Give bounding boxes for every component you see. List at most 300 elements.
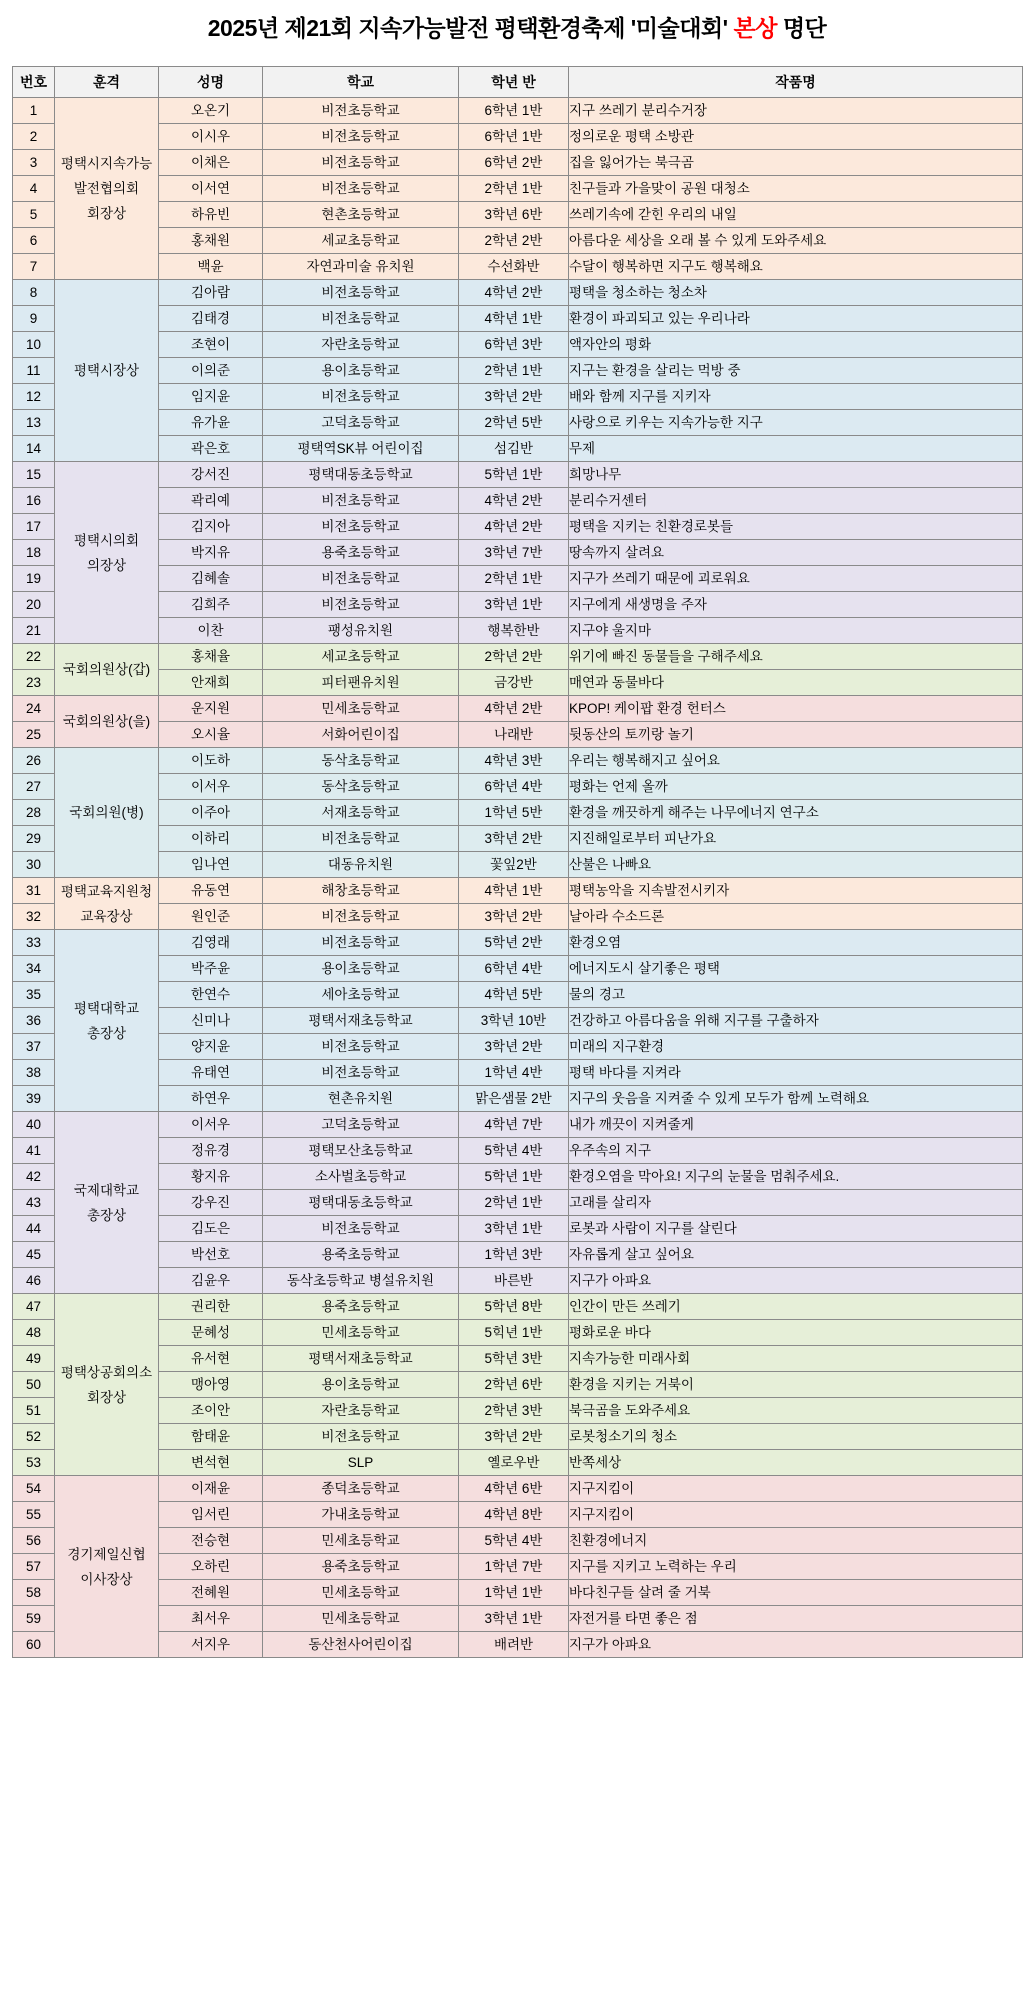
- cell-grade: 맑은샘물 2반: [459, 1086, 569, 1112]
- cell-school: 대동유치원: [263, 852, 459, 878]
- table-row: [13, 722, 1023, 748]
- table-row: [13, 488, 1023, 514]
- cell-no: 55: [13, 1502, 55, 1528]
- cell-work: 지구가 쓰레기 때문에 괴로워요: [569, 566, 1023, 592]
- cell-school: 종덕초등학교: [263, 1476, 459, 1502]
- table-row: [13, 566, 1023, 592]
- awards-table: [12, 66, 1023, 1658]
- cell-school: SLP: [263, 1450, 459, 1476]
- cell-work: 환경을 깨끗하게 해주는 나무에너지 연구소: [569, 800, 1023, 826]
- cell-no: 20: [13, 592, 55, 618]
- cell-grade: 4학년 1반: [459, 306, 569, 332]
- table-row: [13, 1606, 1023, 1632]
- cell-name: 원인준: [159, 904, 263, 930]
- cell-grade: 2학년 6반: [459, 1372, 569, 1398]
- cell-name: 임서린: [159, 1502, 263, 1528]
- cell-work: 정의로운 평택 소방관: [569, 124, 1023, 150]
- table-row: [13, 1346, 1023, 1372]
- cell-grade: 5학년 1반: [459, 1164, 569, 1190]
- table-row: [13, 982, 1023, 1008]
- cell-grade: 나래반: [459, 722, 569, 748]
- table-row: [13, 956, 1023, 982]
- cell-no: 3: [13, 150, 55, 176]
- cell-work: 지구가 아파요: [569, 1268, 1023, 1294]
- cell-grade: 2학년 2반: [459, 228, 569, 254]
- cell-grade: 바른반: [459, 1268, 569, 1294]
- cell-school: 비전초등학교: [263, 176, 459, 202]
- table-row: [13, 1034, 1023, 1060]
- cell-name: 전승현: [159, 1528, 263, 1554]
- cell-work: 집을 잃어가는 북극곰: [569, 150, 1023, 176]
- cell-grade: 4학년 3반: [459, 748, 569, 774]
- cell-award: 평택대학교 총장상: [55, 930, 159, 1112]
- cell-name: 박선호: [159, 1242, 263, 1268]
- cell-no: 10: [13, 332, 55, 358]
- cell-work: 쓰레기속에 갇힌 우리의 내일: [569, 202, 1023, 228]
- cell-work: 로봇청소기의 청소: [569, 1424, 1023, 1450]
- cell-name: 문혜성: [159, 1320, 263, 1346]
- cell-school: 소사벌초등학교: [263, 1164, 459, 1190]
- cell-work: 친구들과 가을맞이 공원 대청소: [569, 176, 1023, 202]
- column-header-name: 성명: [159, 67, 263, 98]
- cell-school: 비전초등학교: [263, 1034, 459, 1060]
- cell-name: 맹아영: [159, 1372, 263, 1398]
- table-row: [13, 644, 1023, 670]
- cell-name: 오하린: [159, 1554, 263, 1580]
- table-row: [13, 98, 1023, 124]
- table-row: [13, 332, 1023, 358]
- cell-name: 정유경: [159, 1138, 263, 1164]
- cell-no: 57: [13, 1554, 55, 1580]
- column-header-work: 작품명: [569, 67, 1023, 98]
- cell-school: 가내초등학교: [263, 1502, 459, 1528]
- cell-name: 유가윤: [159, 410, 263, 436]
- cell-award: 국회의원(병): [55, 748, 159, 878]
- cell-no: 41: [13, 1138, 55, 1164]
- table-header: [13, 67, 1023, 98]
- cell-grade: 3학년 1반: [459, 592, 569, 618]
- cell-no: 18: [13, 540, 55, 566]
- cell-school: 평택서재초등학교: [263, 1346, 459, 1372]
- cell-no: 44: [13, 1216, 55, 1242]
- cell-name: 김도은: [159, 1216, 263, 1242]
- cell-work: 로봇과 사람이 지구를 살린다: [569, 1216, 1023, 1242]
- cell-grade: 2학년 1반: [459, 176, 569, 202]
- table-row: [13, 1450, 1023, 1476]
- table-row: [13, 696, 1023, 722]
- cell-school: 동삭초등학교 병설유치원: [263, 1268, 459, 1294]
- cell-name: 최서우: [159, 1606, 263, 1632]
- table-row: [13, 748, 1023, 774]
- table-row: [13, 1528, 1023, 1554]
- cell-work: 분리수거센터: [569, 488, 1023, 514]
- cell-no: 25: [13, 722, 55, 748]
- cell-no: 17: [13, 514, 55, 540]
- cell-award: 평택시장상: [55, 280, 159, 462]
- cell-no: 24: [13, 696, 55, 722]
- cell-work: 액자안의 평화: [569, 332, 1023, 358]
- table-row: [13, 1242, 1023, 1268]
- cell-name: 하연우: [159, 1086, 263, 1112]
- cell-name: 김태경: [159, 306, 263, 332]
- table-row: [13, 1112, 1023, 1138]
- cell-award: 국제대학교 총장상: [55, 1112, 159, 1294]
- column-header-school: 학교: [263, 67, 459, 98]
- cell-no: 53: [13, 1450, 55, 1476]
- cell-work: 환경오염을 막아요! 지구의 눈물을 멈춰주세요.: [569, 1164, 1023, 1190]
- cell-no: 56: [13, 1528, 55, 1554]
- page-title: [208, 10, 827, 43]
- table-row: [13, 1372, 1023, 1398]
- cell-work: 환경오염: [569, 930, 1023, 956]
- cell-grade: 4학년 2반: [459, 696, 569, 722]
- cell-work: 에너지도시 살기좋은 평택: [569, 956, 1023, 982]
- cell-work: 아름다운 세상을 오래 볼 수 있게 도와주세요: [569, 228, 1023, 254]
- cell-no: 22: [13, 644, 55, 670]
- cell-grade: 2학년 1반: [459, 1190, 569, 1216]
- cell-name: 김희주: [159, 592, 263, 618]
- cell-grade: 금강반: [459, 670, 569, 696]
- table-row: [13, 930, 1023, 956]
- table-row: [13, 1138, 1023, 1164]
- cell-school: 비전초등학교: [263, 1424, 459, 1450]
- cell-school: 민세초등학교: [263, 1320, 459, 1346]
- cell-name: 강우진: [159, 1190, 263, 1216]
- cell-name: 함태윤: [159, 1424, 263, 1450]
- cell-grade: 5학년 2반: [459, 930, 569, 956]
- cell-school: 동삭초등학교: [263, 774, 459, 800]
- cell-grade: 3학년 2반: [459, 1034, 569, 1060]
- cell-no: 31: [13, 878, 55, 904]
- cell-grade: 5학년 1반: [459, 462, 569, 488]
- cell-name: 이서연: [159, 176, 263, 202]
- cell-work: 무제: [569, 436, 1023, 462]
- cell-work: 북극곰을 도와주세요: [569, 1398, 1023, 1424]
- cell-school: 평택대동초등학교: [263, 462, 459, 488]
- title-table-spacer: [0, 48, 1034, 66]
- cell-name: 이서우: [159, 774, 263, 800]
- cell-grade: 5학년 8반: [459, 1294, 569, 1320]
- cell-no: 48: [13, 1320, 55, 1346]
- cell-work: 미래의 지구환경: [569, 1034, 1023, 1060]
- cell-name: 오시율: [159, 722, 263, 748]
- cell-work: 평택을 청소하는 청소차: [569, 280, 1023, 306]
- cell-name: 운지원: [159, 696, 263, 722]
- cell-school: 고덕초등학교: [263, 1112, 459, 1138]
- cell-school: 세아초등학교: [263, 982, 459, 1008]
- cell-work: 평화로운 바다: [569, 1320, 1023, 1346]
- cell-award: 평택시지속가능 발전협의회 회장상: [55, 98, 159, 280]
- cell-grade: 5힉년 1반: [459, 1320, 569, 1346]
- cell-grade: 3학년 1반: [459, 1216, 569, 1242]
- table-row: [13, 1294, 1023, 1320]
- cell-work: 지구지킴이: [569, 1476, 1023, 1502]
- cell-no: 27: [13, 774, 55, 800]
- cell-award: 국회의원상(을): [55, 696, 159, 748]
- cell-school: 서재초등학교: [263, 800, 459, 826]
- cell-no: 45: [13, 1242, 55, 1268]
- cell-work: 지구를 지키고 노력하는 우리: [569, 1554, 1023, 1580]
- cell-work: 건강하고 아름다움을 위해 지구를 구출하자: [569, 1008, 1023, 1034]
- cell-work: 친환경에너지: [569, 1528, 1023, 1554]
- cell-school: 동산천사어린이집: [263, 1632, 459, 1658]
- table-row: [13, 1398, 1023, 1424]
- cell-grade: 5학년 4반: [459, 1138, 569, 1164]
- cell-school: 용죽초등학교: [263, 1294, 459, 1320]
- cell-grade: 5학년 4반: [459, 1528, 569, 1554]
- table-row: [13, 306, 1023, 332]
- cell-school: 현촌유치원: [263, 1086, 459, 1112]
- cell-name: 강서진: [159, 462, 263, 488]
- column-header-grade: 학년 반: [459, 67, 569, 98]
- table-row: [13, 1086, 1023, 1112]
- table-row: [13, 410, 1023, 436]
- cell-name: 박지유: [159, 540, 263, 566]
- cell-name: 김윤우: [159, 1268, 263, 1294]
- cell-name: 이시우: [159, 124, 263, 150]
- cell-name: 변석현: [159, 1450, 263, 1476]
- cell-name: 이의준: [159, 358, 263, 384]
- cell-no: 34: [13, 956, 55, 982]
- cell-grade: 6학년 1반: [459, 124, 569, 150]
- cell-school: 민세초등학교: [263, 696, 459, 722]
- cell-school: 동삭초등학교: [263, 748, 459, 774]
- cell-school: 민세초등학교: [263, 1528, 459, 1554]
- cell-name: 안재희: [159, 670, 263, 696]
- cell-school: 용죽초등학교: [263, 540, 459, 566]
- cell-award: 평택상공회의소 회장상: [55, 1294, 159, 1476]
- cell-no: 7: [13, 254, 55, 280]
- cell-work: 희망나무: [569, 462, 1023, 488]
- cell-school: 고덕초등학교: [263, 410, 459, 436]
- cell-name: 양지윤: [159, 1034, 263, 1060]
- cell-work: 평택을 지키는 친환경로봇들: [569, 514, 1023, 540]
- cell-work: 평화는 언제 올까: [569, 774, 1023, 800]
- cell-no: 39: [13, 1086, 55, 1112]
- cell-no: 19: [13, 566, 55, 592]
- cell-grade: 2학년 1반: [459, 358, 569, 384]
- cell-work: 지구지킴이: [569, 1502, 1023, 1528]
- cell-work: 자유롭게 살고 싶어요: [569, 1242, 1023, 1268]
- cell-school: 비전초등학교: [263, 514, 459, 540]
- table-row: [13, 358, 1023, 384]
- table-row: [13, 1424, 1023, 1450]
- cell-work: 평택 바다를 지켜라: [569, 1060, 1023, 1086]
- cell-grade: 2학년 2반: [459, 644, 569, 670]
- table-row: [13, 904, 1023, 930]
- cell-no: 43: [13, 1190, 55, 1216]
- cell-no: 8: [13, 280, 55, 306]
- cell-name: 홍채원: [159, 228, 263, 254]
- table-row: [13, 1554, 1023, 1580]
- cell-no: 5: [13, 202, 55, 228]
- table-row: [13, 254, 1023, 280]
- cell-no: 6: [13, 228, 55, 254]
- cell-no: 9: [13, 306, 55, 332]
- cell-school: 비전초등학교: [263, 280, 459, 306]
- cell-work: 환경을 지키는 거북이: [569, 1372, 1023, 1398]
- cell-no: 35: [13, 982, 55, 1008]
- table-row: [13, 878, 1023, 904]
- table-row: [13, 592, 1023, 618]
- cell-grade: 1학년 5반: [459, 800, 569, 826]
- cell-name: 전혜원: [159, 1580, 263, 1606]
- table-row: [13, 1190, 1023, 1216]
- cell-work: 고래를 살리자: [569, 1190, 1023, 1216]
- cell-work: 사랑으로 키우는 지속가능한 지구: [569, 410, 1023, 436]
- cell-award: 경기제일신협 이사장상: [55, 1476, 159, 1658]
- table-row: [13, 436, 1023, 462]
- cell-work: 뒷동산의 토끼랑 놀기: [569, 722, 1023, 748]
- cell-name: 김아람: [159, 280, 263, 306]
- cell-no: 28: [13, 800, 55, 826]
- table-row: [13, 202, 1023, 228]
- table-row: [13, 1320, 1023, 1346]
- cell-name: 조현이: [159, 332, 263, 358]
- cell-grade: 2학년 1반: [459, 566, 569, 592]
- cell-no: 38: [13, 1060, 55, 1086]
- table-row: [13, 540, 1023, 566]
- cell-work: 반쪽세상: [569, 1450, 1023, 1476]
- table-row: [13, 150, 1023, 176]
- table-row: [13, 1632, 1023, 1658]
- cell-school: 비전초등학교: [263, 488, 459, 514]
- cell-name: 서지우: [159, 1632, 263, 1658]
- cell-school: 서화어린이집: [263, 722, 459, 748]
- page-title-suffix: 명단: [776, 14, 827, 41]
- cell-grade: 4학년 2반: [459, 514, 569, 540]
- table-row: [13, 852, 1023, 878]
- cell-no: 40: [13, 1112, 55, 1138]
- table-row: [13, 670, 1023, 696]
- cell-work: 물의 경고: [569, 982, 1023, 1008]
- cell-no: 32: [13, 904, 55, 930]
- cell-school: 비전초등학교: [263, 384, 459, 410]
- cell-school: 비전초등학교: [263, 1216, 459, 1242]
- cell-school: 비전초등학교: [263, 930, 459, 956]
- cell-name: 조이안: [159, 1398, 263, 1424]
- cell-grade: 3학년 1반: [459, 1606, 569, 1632]
- cell-school: 자란초등학교: [263, 1398, 459, 1424]
- cell-school: 해창초등학교: [263, 878, 459, 904]
- cell-grade: 꽃잎2반: [459, 852, 569, 878]
- cell-grade: 6학년 4반: [459, 956, 569, 982]
- cell-grade: 5학년 3반: [459, 1346, 569, 1372]
- cell-grade: 4학년 5반: [459, 982, 569, 1008]
- cell-grade: 1학년 3반: [459, 1242, 569, 1268]
- cell-grade: 3학년 2반: [459, 384, 569, 410]
- cell-school: 현촌초등학교: [263, 202, 459, 228]
- cell-no: 13: [13, 410, 55, 436]
- page-title-highlight: 본상: [733, 14, 777, 41]
- cell-grade: 1학년 1반: [459, 1580, 569, 1606]
- cell-work: 지구야 울지마: [569, 618, 1023, 644]
- cell-grade: 배려반: [459, 1632, 569, 1658]
- cell-school: 용이초등학교: [263, 358, 459, 384]
- cell-name: 황지유: [159, 1164, 263, 1190]
- cell-grade: 3학년 2반: [459, 904, 569, 930]
- table-row: [13, 1268, 1023, 1294]
- cell-grade: 6학년 2반: [459, 150, 569, 176]
- cell-school: 평택모산초등학교: [263, 1138, 459, 1164]
- cell-school: 평택대동초등학교: [263, 1190, 459, 1216]
- cell-work: 배와 함께 지구를 지키자: [569, 384, 1023, 410]
- cell-grade: 4학년 6반: [459, 1476, 569, 1502]
- cell-no: 42: [13, 1164, 55, 1190]
- cell-grade: 섬김반: [459, 436, 569, 462]
- cell-no: 50: [13, 1372, 55, 1398]
- table-row: [13, 124, 1023, 150]
- cell-name: 임나연: [159, 852, 263, 878]
- cell-school: 비전초등학교: [263, 566, 459, 592]
- cell-work: 지진해일로부터 피난가요: [569, 826, 1023, 852]
- cell-work: 수달이 행복하면 지구도 행복해요: [569, 254, 1023, 280]
- table-row: [13, 826, 1023, 852]
- cell-name: 유태연: [159, 1060, 263, 1086]
- cell-work: 위기에 빠진 동물들을 구해주세요: [569, 644, 1023, 670]
- cell-name: 신미나: [159, 1008, 263, 1034]
- cell-no: 23: [13, 670, 55, 696]
- cell-school: 팽성유치원: [263, 618, 459, 644]
- cell-name: 이주아: [159, 800, 263, 826]
- cell-no: 29: [13, 826, 55, 852]
- cell-grade: 6학년 4반: [459, 774, 569, 800]
- cell-school: 평택역SK뷰 어린이집: [263, 436, 459, 462]
- cell-grade: 6학년 3반: [459, 332, 569, 358]
- cell-grade: 4학년 1반: [459, 878, 569, 904]
- cell-school: 용이초등학교: [263, 1372, 459, 1398]
- cell-school: 비전초등학교: [263, 826, 459, 852]
- table-row: [13, 1502, 1023, 1528]
- cell-grade: 2학년 5반: [459, 410, 569, 436]
- cell-no: 51: [13, 1398, 55, 1424]
- cell-no: 47: [13, 1294, 55, 1320]
- cell-no: 14: [13, 436, 55, 462]
- cell-school: 용이초등학교: [263, 956, 459, 982]
- cell-name: 이채은: [159, 150, 263, 176]
- cell-school: 피터팬유치원: [263, 670, 459, 696]
- cell-name: 이도하: [159, 748, 263, 774]
- cell-school: 비전초등학교: [263, 1060, 459, 1086]
- cell-work: 지속가능한 미래사회: [569, 1346, 1023, 1372]
- cell-grade: 3학년 6반: [459, 202, 569, 228]
- table-row: [13, 1580, 1023, 1606]
- cell-no: 36: [13, 1008, 55, 1034]
- cell-grade: 수선화반: [459, 254, 569, 280]
- cell-name: 백윤: [159, 254, 263, 280]
- cell-work: 환경이 파괴되고 있는 우리나라: [569, 306, 1023, 332]
- cell-grade: 4학년 2반: [459, 488, 569, 514]
- cell-work: 매연과 동물바다: [569, 670, 1023, 696]
- cell-no: 30: [13, 852, 55, 878]
- cell-school: 민세초등학교: [263, 1580, 459, 1606]
- table-row: [13, 384, 1023, 410]
- cell-school: 비전초등학교: [263, 592, 459, 618]
- cell-grade: 6학년 1반: [459, 98, 569, 124]
- cell-work: 산불은 나빠요: [569, 852, 1023, 878]
- table-body: [13, 98, 1023, 1658]
- cell-no: 52: [13, 1424, 55, 1450]
- cell-award: 평택시의회 의장상: [55, 462, 159, 644]
- cell-grade: 2학년 3반: [459, 1398, 569, 1424]
- cell-no: 49: [13, 1346, 55, 1372]
- cell-work: 날아라 수소드론: [569, 904, 1023, 930]
- cell-grade: 4학년 8반: [459, 1502, 569, 1528]
- cell-school: 자란초등학교: [263, 332, 459, 358]
- cell-no: 11: [13, 358, 55, 384]
- cell-work: 지구의 웃음을 지켜줄 수 있게 모두가 함께 노력해요: [569, 1086, 1023, 1112]
- cell-grade: 1학년 7반: [459, 1554, 569, 1580]
